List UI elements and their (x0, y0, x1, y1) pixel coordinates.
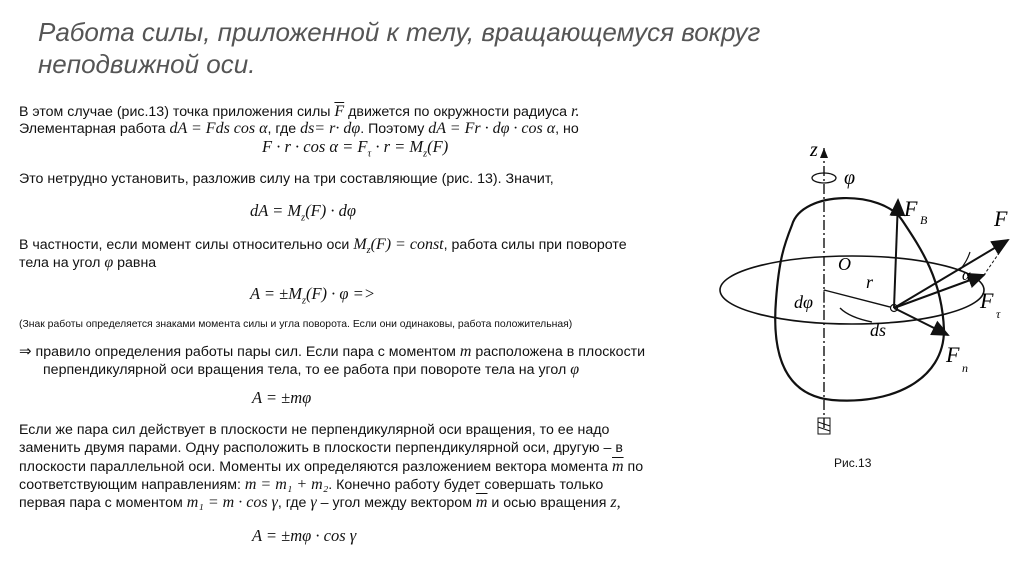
label-Fn: F (946, 342, 960, 367)
label-ds: ds (870, 320, 887, 340)
paragraph-3-line-1: В частности, если момент силы относительно оси $M_z(F)$ = const, работа силы при повороте (19, 236, 627, 256)
label-z: z (810, 139, 818, 161)
label-Fn-sub: n (962, 361, 968, 375)
force-FB-arrow (894, 200, 898, 308)
paragraph-5-line-3: плоскости параллельной оси. Моменты их определяются разложением вектора момента $\overline{m}$ по (19, 458, 644, 475)
label-O: O (838, 254, 851, 274)
slide-title: Работа силы, приложенной к телу, вращающемуся вокруг неподвижной оси. (38, 17, 761, 79)
paragraph-5-line-2: заменить двумя парами. Одну расположить в плоскости перпендикулярной оси, другую – в (19, 440, 623, 456)
formula-moment: $F \cdot r \cdot \cos \alpha = F_\tau \cdot r = M_z(F)$ (262, 137, 449, 160)
paragraph-3-line-2: тела на угол φ равна (19, 254, 157, 271)
paragraph-1-line-1: В этом случае (рис.13) точка приложения силы $\overline{F}$ движется по окружности радиуса r. (19, 103, 580, 120)
rule-line-2: перпендикулярной оси вращения тела, то ее работа при повороте тела на угол φ (43, 361, 580, 378)
figure-caption: Рис.13 (834, 456, 872, 470)
implies-arrow-icon: ⇒ (19, 342, 32, 360)
formula-dA: dA = $M_z(F) \cdot d\varphi$ (250, 201, 357, 224)
label-FB-sub: B (920, 213, 928, 227)
paragraph-5-line-4: соответствующим направлениям: m = m₁ + m₂. Конечно работу будет совершать только (19, 476, 604, 493)
formula-A: $A = \pm M_z(F) \cdot \varphi$ => (250, 284, 375, 307)
label-F: F (994, 206, 1008, 231)
label-phi: φ (844, 167, 856, 189)
paragraph-2: Это нетрудно установить, разложив силу на три составляющие (рис. 13). Значит, (19, 171, 554, 187)
formula-pair-work: A = ±mφ (252, 388, 312, 407)
axis-arrow-icon (820, 148, 828, 158)
label-r: r (866, 272, 874, 292)
paragraph-1-line-2: Элементарная работа dA = Fds cos α, где ds= r· dφ. Поэтому dA = Fr · dφ · cos α, но (19, 120, 579, 137)
sign-note: (Знак работы определяется знаками момента силы и угла поворота. Если они одинаковы, работа положительная) (19, 319, 573, 330)
label-FB: F (904, 196, 918, 221)
formula-general-work: A = ±mφ · cos γ (252, 526, 357, 545)
arc-ds (840, 308, 872, 322)
radius-line (824, 290, 894, 308)
rule-line-1: ⇒ правило определения работы пары сил. Если пара с моментом m расположена в плоскости (19, 342, 646, 360)
label-alpha: α (962, 267, 971, 284)
label-dphi: dφ (794, 292, 813, 312)
force-vector-F: $\overline{F}$ (334, 103, 345, 120)
label-Ftau-sub: τ (996, 307, 1001, 321)
paragraph-5-line-1: Если же пара сил действует в плоскости не перпендикулярной оси вращения, то ее надо (19, 422, 610, 438)
force-Ftau-arrow (894, 275, 984, 308)
paragraph-5-line-5: первая пара с моментом m₁ = m · cos γ, где γ – угол между вектором $\overline{m}$ и осью вращения z, (19, 494, 621, 511)
label-Ftau: F (980, 288, 994, 313)
rotation-figure (712, 130, 1024, 450)
